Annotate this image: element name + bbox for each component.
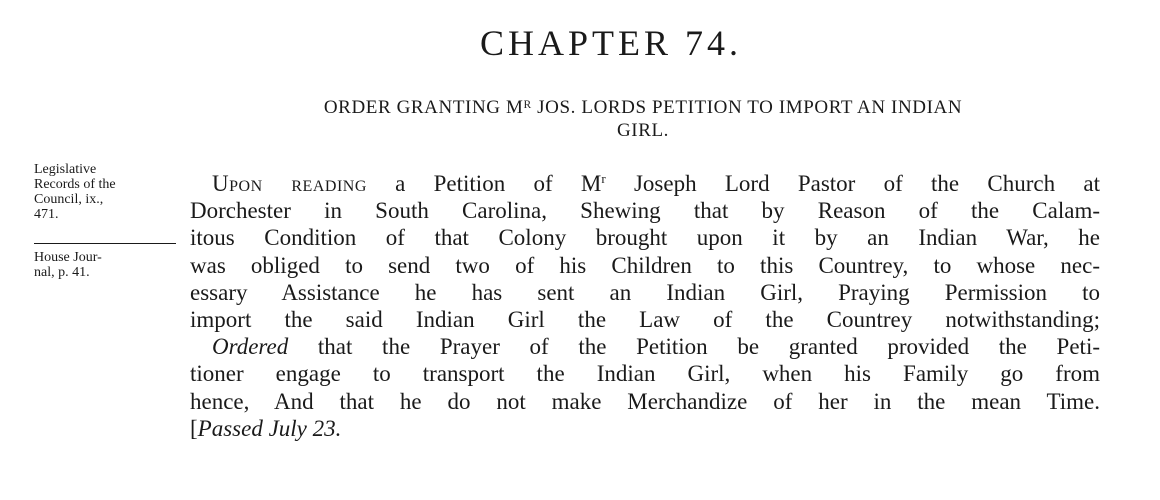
margin-note-line: nal, p. 41.: [34, 265, 90, 280]
body-line: essary Assistance he has sent an Indian Girl, Praying Permission to: [190, 279, 1100, 305]
margin-note-line: Council, ix.,: [34, 192, 104, 207]
passed-date: Passed July 23.: [197, 415, 342, 441]
body-line: tioner engage to transport the Indian Girl, when his Family go from: [190, 361, 1100, 387]
passed-date-line: [190, 415, 1100, 442]
margin-note-line: 471.: [34, 207, 59, 222]
superscript: r: [601, 171, 606, 186]
body-line: was obliged to send two of his Children to this Countrey, to whose nec-: [190, 252, 1100, 278]
margin-note-line: House Jour-: [34, 250, 102, 265]
ordered-italic: Ordered: [212, 334, 289, 360]
margin-note-line: Legislative: [34, 162, 97, 177]
body-line: Upon reading a Petition of $M^r$ Joseph Lord Pastor of the Church at: [212, 171, 1100, 196]
heading-line-1: ORDER GRANTING Mᴿ JOS. LORDS PETITION TO IMPORT AN INDIAN: [323, 97, 963, 118]
margin-note-house-journal: [34, 250, 174, 280]
margin-note-line: Records of the: [34, 177, 116, 192]
body-text: [190, 165, 1100, 442]
body-line: import the said Indian Girl the Law of the Countrey notwithstanding;: [190, 307, 1100, 333]
body-line: Dorchester in South Carolina, Shewing that by Reason of the Calam-: [190, 198, 1100, 224]
opening-small-caps: Upon reading: [212, 171, 367, 196]
body-line: itous Condition of that Colony brought upon it by an Indian War, he: [190, 225, 1100, 251]
body-line: hence, And that he do not make Merchandize of her in the mean Time.: [190, 388, 1100, 414]
margin-note-divider: [34, 243, 176, 244]
bracket: [: [190, 415, 198, 441]
order-heading: [186, 96, 1100, 142]
margin-note-legislative-records: [34, 162, 174, 222]
heading-line-2: GIRL.: [616, 120, 670, 141]
body-line: Ordered that the Prayer of the Petition be granted provided the Peti-: [212, 334, 1100, 360]
chapter-title: CHAPTER 74.: [480, 23, 743, 63]
